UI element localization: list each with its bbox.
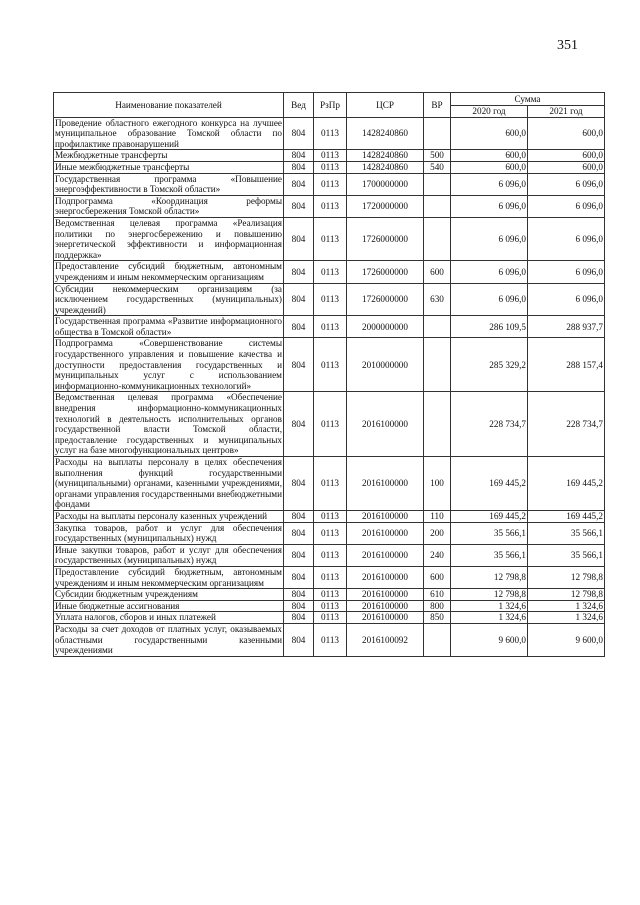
table-body: [54, 117, 605, 656]
table-row: [54, 150, 605, 162]
cell-sum-2021: 35 566,1: [528, 522, 605, 544]
cell-sum-2020: 6 096,0: [451, 261, 528, 283]
cell-csr: 1726000000: [347, 283, 424, 316]
cell-csr: 1700000000: [347, 173, 424, 195]
cell-sum-2020: 600,0: [451, 150, 528, 162]
budget-table: [53, 92, 605, 657]
cell-sum-2020: 286 109,5: [451, 316, 528, 338]
cell-csr: 2016100092: [347, 623, 424, 656]
cell-name: Иные межбюджетные трансферты: [54, 161, 284, 173]
cell-name: Закупка товаров, работ и услуг для обеспечения государственных (муниципальных) нужд: [55, 522, 282, 544]
cell-name: Подпрограмма «Совершенствование системы государственного управления и повышение качества и доступности предоставления государственных и муниципальных услуг с использованием информационно-коммуникационных технологий»: [55, 338, 282, 391]
cell-rzpr: 0113: [314, 392, 347, 457]
cell-rzpr: 0113: [314, 566, 347, 588]
cell-sum-2020: 600,0: [451, 161, 528, 173]
cell-vr: 110: [424, 510, 451, 522]
cell-rzpr: 0113: [314, 510, 347, 522]
cell-sum-2021: 6 096,0: [528, 261, 605, 283]
table-row: [54, 173, 605, 195]
cell-ved: 804: [284, 173, 314, 195]
header-rzpr: РзПр: [314, 93, 347, 118]
cell-ved: 804: [284, 217, 314, 260]
cell-vr: 540: [424, 161, 451, 173]
cell-sum-2020: 600,0: [451, 117, 528, 150]
cell-ved: 804: [284, 161, 314, 173]
cell-name: Ведомственная целевая программа «Обеспечение внедрения информационно-коммуникационных технологий в деятельность исполнительных органов государственной власти Томской области, предоставление государственных и муниципальных услуг на базе многофункциональных центров»: [55, 392, 282, 456]
table-row: [54, 392, 605, 457]
cell-ved: 804: [284, 544, 314, 566]
cell-name: Предоставление субсидий бюджетным, автономным учреждениям и иным некоммерческим организациям: [55, 566, 282, 588]
table-row: [54, 261, 605, 283]
cell-rzpr: 0113: [314, 173, 347, 195]
table-row: [54, 510, 605, 522]
cell-csr: 2016100000: [347, 566, 424, 588]
cell-csr: 1428240860: [347, 150, 424, 162]
cell-vr: 600: [424, 566, 451, 588]
cell-rzpr: 0113: [314, 261, 347, 283]
table-row: [54, 612, 605, 624]
header-year-2020: 2020 год: [451, 106, 528, 118]
cell-csr: 2010000000: [347, 338, 424, 392]
cell-csr: 2016100000: [347, 392, 424, 457]
cell-sum-2020: 1 324,6: [451, 600, 528, 612]
cell-rzpr: 0113: [314, 283, 347, 316]
cell-rzpr: 0113: [314, 195, 347, 217]
table-row: [54, 522, 605, 544]
table-row: [54, 117, 605, 150]
cell-rzpr: 0113: [314, 161, 347, 173]
cell-rzpr: 0113: [314, 117, 347, 150]
cell-sum-2021: 6 096,0: [528, 283, 605, 316]
cell-rzpr: 0113: [314, 589, 347, 601]
cell-name: Субсидии некоммерческим организациям (за исключением государственных (муниципальных) учреждений): [55, 283, 282, 315]
cell-vr: 850: [424, 612, 451, 624]
cell-csr: 2016100000: [347, 457, 424, 511]
cell-rzpr: 0113: [314, 457, 347, 511]
table-row: [54, 338, 605, 392]
table-row: [54, 589, 605, 601]
cell-csr: 1720000000: [347, 195, 424, 217]
header-name: Наименование показателей: [54, 93, 284, 118]
table-row: [54, 217, 605, 260]
cell-ved: 804: [284, 316, 314, 338]
cell-csr: 2016100000: [347, 612, 424, 624]
cell-rzpr: 0113: [314, 544, 347, 566]
cell-sum-2020: 35 566,1: [451, 544, 528, 566]
cell-ved: 804: [284, 612, 314, 624]
cell-name: Расходы на выплаты персоналу казенных учреждений: [54, 510, 284, 522]
cell-ved: 804: [284, 522, 314, 544]
cell-ved: 804: [284, 623, 314, 656]
cell-name: Уплата налогов, сборов и иных платежей: [54, 612, 284, 624]
cell-vr: [424, 117, 451, 150]
page-number: 351: [557, 38, 578, 53]
cell-csr: 1428240860: [347, 117, 424, 150]
cell-sum-2021: 288 157,4: [528, 338, 605, 392]
header-ved: Вед: [284, 93, 314, 118]
cell-vr: 630: [424, 283, 451, 316]
cell-sum-2021: 6 096,0: [528, 195, 605, 217]
table-header: [54, 93, 605, 118]
cell-ved: 804: [284, 283, 314, 316]
cell-sum-2021: 600,0: [528, 150, 605, 162]
cell-ved: 804: [284, 392, 314, 457]
cell-name: Ведомственная целевая программа «Реализация политики по энергосбережению и повышению энергетической эффективности и информационная поддержка»: [55, 217, 282, 260]
header-sum: Сумма: [451, 93, 605, 106]
cell-csr: 2016100000: [347, 544, 424, 566]
cell-sum-2020: 6 096,0: [451, 283, 528, 316]
cell-name: Предоставление субсидий бюджетным, автономным учреждениям и иным некоммерческим организациям: [55, 261, 282, 282]
cell-ved: 804: [284, 600, 314, 612]
cell-vr: 200: [424, 522, 451, 544]
cell-ved: 804: [284, 338, 314, 392]
table-row: [54, 566, 605, 588]
cell-name: Расходы на выплаты персоналу в целях обеспечения выполнения функций государственными (муниципальными) органами, казенными учреждениями, органами управления государственными внебюджетными фондами: [55, 457, 282, 510]
table-row: [54, 623, 605, 656]
cell-sum-2020: 9 600,0: [451, 623, 528, 656]
cell-sum-2021: 169 445,2: [528, 457, 605, 511]
cell-rzpr: 0113: [314, 522, 347, 544]
table-row: [54, 316, 605, 338]
cell-sum-2020: 285 329,2: [451, 338, 528, 392]
cell-sum-2020: 6 096,0: [451, 195, 528, 217]
cell-name: Иные закупки товаров, работ и услуг для обеспечения государственных (муниципальных) нужд: [55, 544, 282, 566]
cell-sum-2021: 600,0: [528, 117, 605, 150]
cell-name: Расходы за счет доходов от платных услуг, оказываемых областными государственными казенными учреждениями: [55, 623, 282, 656]
table-row: [54, 457, 605, 511]
cell-vr: 240: [424, 544, 451, 566]
table-row: [54, 195, 605, 217]
cell-sum-2021: 6 096,0: [528, 217, 605, 260]
header-vr: ВР: [424, 93, 451, 118]
cell-vr: [424, 173, 451, 195]
cell-ved: 804: [284, 195, 314, 217]
cell-csr: 2016100000: [347, 600, 424, 612]
cell-vr: [424, 338, 451, 392]
cell-name: Межбюджетные трансферты: [54, 150, 284, 162]
cell-csr: 2016100000: [347, 522, 424, 544]
cell-sum-2021: 1 324,6: [528, 612, 605, 624]
cell-rzpr: 0113: [314, 612, 347, 624]
cell-csr: 1428240860: [347, 161, 424, 173]
cell-vr: 600: [424, 261, 451, 283]
cell-sum-2021: 6 096,0: [528, 173, 605, 195]
cell-sum-2020: 35 566,1: [451, 522, 528, 544]
cell-sum-2021: 9 600,0: [528, 623, 605, 656]
cell-vr: 610: [424, 589, 451, 601]
cell-name: Проведение областного ежегодного конкурса на лучшее муниципальное образование Томской области по профилактике правонарушений: [55, 117, 282, 149]
cell-name: Подпрограмма «Координация реформы энергосбережения Томской области»: [55, 195, 282, 217]
cell-ved: 804: [284, 457, 314, 511]
cell-sum-2021: 12 798,8: [528, 566, 605, 588]
cell-ved: 804: [284, 150, 314, 162]
table-row: [54, 161, 605, 173]
cell-sum-2021: 169 445,2: [528, 510, 605, 522]
cell-vr: [424, 316, 451, 338]
cell-sum-2020: 169 445,2: [451, 510, 528, 522]
cell-sum-2020: 1 324,6: [451, 612, 528, 624]
cell-name: Субсидии бюджетным учреждениям: [54, 589, 284, 601]
header-year-2021: 2021 год: [528, 106, 605, 118]
cell-vr: 100: [424, 457, 451, 511]
cell-vr: 800: [424, 600, 451, 612]
cell-sum-2021: 600,0: [528, 161, 605, 173]
cell-vr: 500: [424, 150, 451, 162]
table-row: [54, 600, 605, 612]
cell-sum-2020: 6 096,0: [451, 173, 528, 195]
cell-csr: 1726000000: [347, 261, 424, 283]
cell-sum-2020: 6 096,0: [451, 217, 528, 260]
cell-csr: 1726000000: [347, 217, 424, 260]
cell-csr: 2000000000: [347, 316, 424, 338]
cell-sum-2021: 288 937,7: [528, 316, 605, 338]
cell-sum-2021: 35 566,1: [528, 544, 605, 566]
cell-vr: [424, 217, 451, 260]
cell-ved: 804: [284, 566, 314, 588]
cell-ved: 804: [284, 117, 314, 150]
cell-rzpr: 0113: [314, 600, 347, 612]
cell-name: Иные бюджетные ассигнования: [54, 600, 284, 612]
cell-sum-2020: 12 798,8: [451, 589, 528, 601]
table-row: [54, 544, 605, 566]
cell-rzpr: 0113: [314, 217, 347, 260]
cell-vr: [424, 195, 451, 217]
cell-sum-2021: 1 324,6: [528, 600, 605, 612]
cell-sum-2020: 228 734,7: [451, 392, 528, 457]
cell-ved: 804: [284, 589, 314, 601]
cell-sum-2020: 169 445,2: [451, 457, 528, 511]
header-csr: ЦСР: [347, 93, 424, 118]
cell-ved: 804: [284, 261, 314, 283]
cell-rzpr: 0113: [314, 338, 347, 392]
table-row: [54, 283, 605, 316]
cell-rzpr: 0113: [314, 316, 347, 338]
cell-name: Государственная программа «Развитие информационного общества в Томской области»: [55, 316, 282, 337]
cell-csr: 2016100000: [347, 589, 424, 601]
cell-sum-2021: 12 798,8: [528, 589, 605, 601]
cell-ved: 804: [284, 510, 314, 522]
cell-rzpr: 0113: [314, 623, 347, 656]
cell-sum-2021: 228 734,7: [528, 392, 605, 457]
cell-vr: [424, 392, 451, 457]
cell-csr: 2016100000: [347, 510, 424, 522]
cell-rzpr: 0113: [314, 150, 347, 162]
cell-sum-2020: 12 798,8: [451, 566, 528, 588]
cell-vr: [424, 623, 451, 656]
cell-name: Государственная программа «Повышение энергоэффективности в Томской области»: [55, 173, 282, 195]
